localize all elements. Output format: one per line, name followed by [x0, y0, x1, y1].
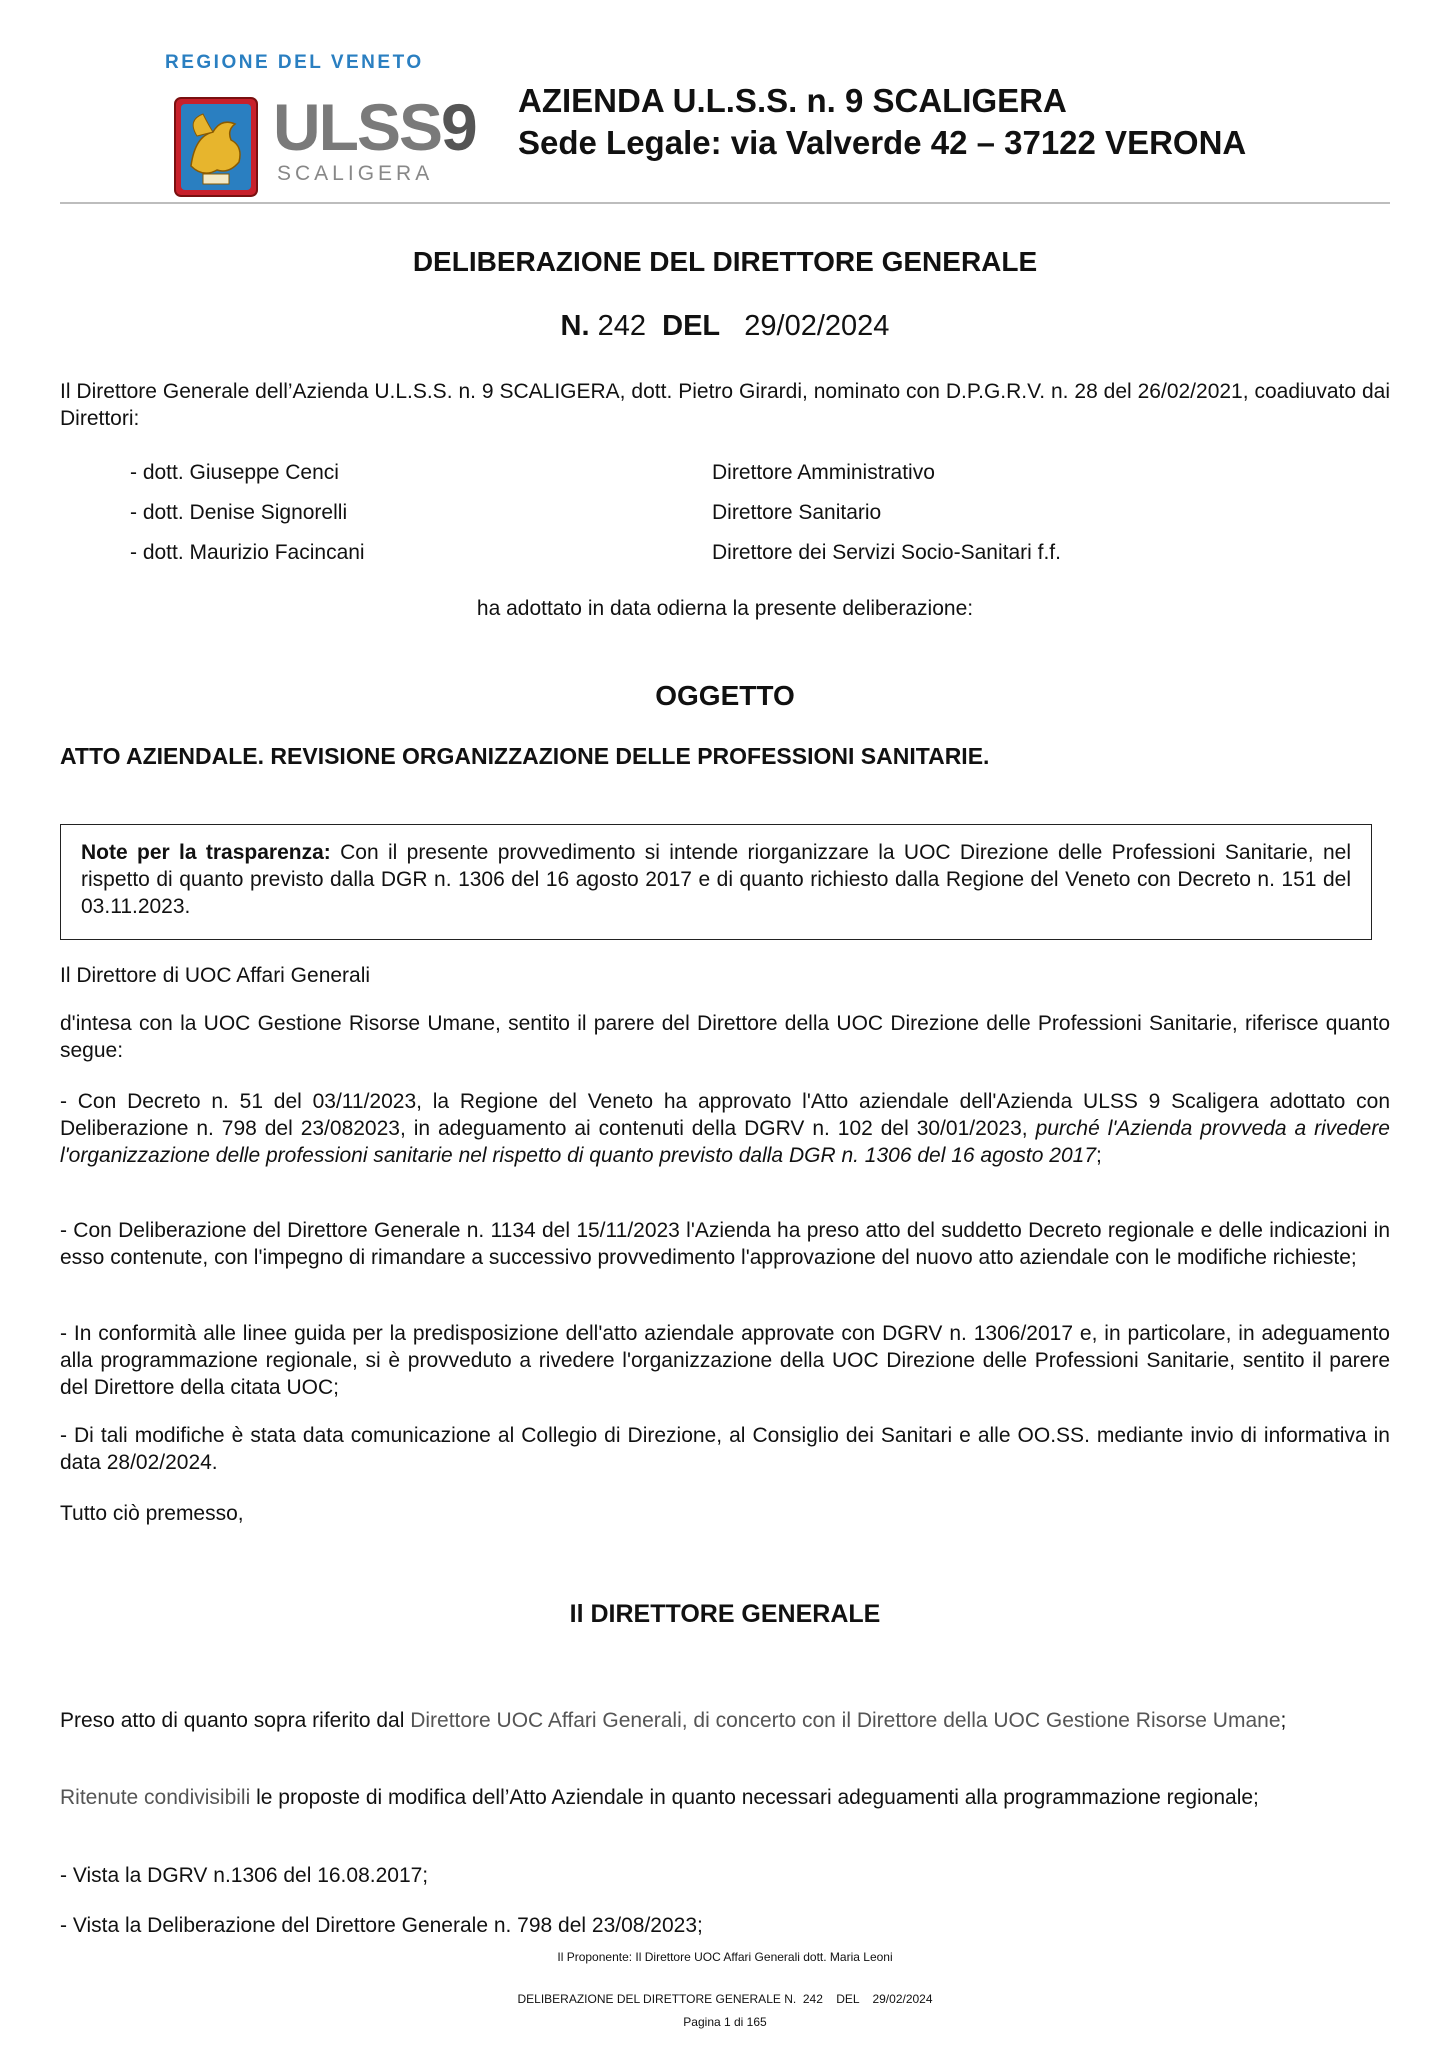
header-divider — [60, 202, 1390, 204]
note-label: Note per la trasparenza: — [81, 841, 331, 864]
director-name-1: - dott. Giuseppe Cenci — [130, 461, 339, 484]
dg-p3: - Vista la DGRV n.1306 del 16.08.2017; — [60, 1864, 429, 1887]
lion-of-st-mark-icon — [173, 96, 259, 200]
body-p3-a: - Con Decreto n. 51 del 03/11/2023, la Regione del Veneto ha approvato l'Atto aziendale dell'Azienda ULSS 9 Scaligera adottato con Deliberazione n. 798 del 23/082023, in adeguamento ai contenuti della DGRV n. 102 del 30/01/2023, — [60, 1090, 1390, 1140]
del-label: DEL — [662, 310, 721, 342]
director-general-heading: Il DIRETTORE GENERALE — [569, 1600, 881, 1628]
body-p1: Il Direttore di UOC Affari Generali — [60, 964, 371, 987]
dg-p1 — [60, 1707, 1390, 1734]
body-p2: d'intesa con la UOC Gestione Risorse Umane, sentito il parere del Direttore della UOC Direzione delle Professioni Sanitarie, riferisce quanto segue: — [60, 1012, 1390, 1062]
dg-p2 — [60, 1784, 1390, 1811]
director-role-3: Direttore dei Servizi Socio-Sanitari f.f. — [712, 541, 1061, 564]
dg-p1-b: ; — [1280, 1709, 1287, 1732]
dg-p1-gray: Direttore UOC Affari Generali, di concerto con il Direttore della UOC Gestione Risorse Umane — [410, 1709, 1281, 1732]
document-number-line — [60, 310, 1390, 343]
dg-p4: - Vista la Deliberazione del Direttore Generale n. 798 del 23/08/2023; — [60, 1914, 703, 1937]
document-number: 242 — [597, 310, 646, 342]
transparency-note-box — [60, 824, 1372, 940]
document-date: 29/02/2024 — [744, 310, 890, 342]
body-p3-italic: purché l'Azienda provveda a rivedere l'organizzazione delle professioni sanitarie nel rispetto di quanto previsto dalla DGR n. 1306 del 16 agosto 2017 — [60, 1117, 1390, 1167]
body-p5: - In conformità alle linee guida per la predisposizione dell'atto aziendale approvate con DGRV n. 1306/2017 e, in particolare, in adeguamento alla programmazione regionale, si è provveduto a rivedere l'organizzazione della UOC Direzione delle Professioni Sanitarie, sentito il parere del Direttore della citata UOC; — [60, 1322, 1390, 1399]
dg-p2-gray: Ritenute condivisibili — [60, 1786, 251, 1809]
footer-proponente: Il Proponente: Il Direttore UOC Affari Generali dott. Maria Leoni — [557, 1950, 893, 1964]
body-p3-b: ; — [1096, 1144, 1102, 1167]
dg-p1-a: Preso atto di quanto sopra riferito dal — [60, 1709, 411, 1732]
number-label: N. — [560, 310, 590, 342]
header-line-1: AZIENDA U.L.S.S. n. 9 SCALIGERA — [518, 82, 1067, 119]
logo-region-text: REGIONE DEL VENETO — [165, 52, 424, 73]
body-p4: - Con Deliberazione del Direttore Generale n. 1134 del 15/11/2023 l'Azienda ha preso atto del suddetto Decreto regionale e delle indicazioni in esso contenute, con l'impegno di rimandare a successivo provvedimento l'approvazione del nuovo atto aziendale con le modifiche richieste; — [60, 1219, 1390, 1269]
director-name-3: - dott. Maurizio Facincani — [130, 541, 365, 564]
intro-text: Il Direttore Generale dell’Azienda U.L.S.S. n. 9 SCALIGERA, dott. Pietro Girardi, nominato con D.P.G.R.V. n. 28 del 26/02/2021, coadiuvato dai Direttori: — [60, 380, 1390, 430]
director-name-2: - dott. Denise Signorelli — [130, 501, 348, 524]
body-p3 — [60, 1088, 1390, 1169]
footer-deliberation: DELIBERAZIONE DEL DIRETTORE GENERALE N. 242 DEL 29/02/2024 — [517, 1992, 933, 2006]
director-role-1: Direttore Amministrativo — [712, 461, 935, 484]
logo-ulss-text — [273, 90, 476, 164]
subject-text: ATTO AZIENDALE. REVISIONE ORGANIZZAZIONE DELLE PROFESSIONI SANITARIE. — [60, 743, 990, 769]
adopted-text: ha adottato in data odierna la presente deliberazione: — [476, 597, 974, 620]
body-p7: Tutto ciò premesso, — [60, 1502, 244, 1525]
logo-ulss: ULSS — [273, 90, 442, 164]
director-role-2: Direttore Sanitario — [712, 501, 882, 524]
body-p6: - Di tali modifiche è stata data comunicazione al Collegio di Direzione, al Consiglio dei Sanitari e alle OO.SS. mediante invio di informativa in data 28/02/2024. — [60, 1424, 1390, 1474]
logo-scaligera-text: SCALIGERA — [277, 162, 434, 185]
header-line-2: Sede Legale: via Valverde 42 – 37122 VERONA — [518, 124, 1247, 161]
header-title — [518, 80, 1246, 164]
dg-p2-b: le proposte di modifica dell’Atto Aziendale in quanto necessari adeguamenti alla programmazione regionale; — [250, 1786, 1259, 1809]
document-title: DELIBERAZIONE DEL DIRETTORE GENERALE — [412, 246, 1038, 277]
ulss9-logo — [165, 52, 476, 202]
logo-number: 9 — [441, 90, 476, 164]
footer-page-number: Pagina 1 di 165 — [683, 2015, 767, 2029]
oggetto-heading: OGGETTO — [655, 680, 795, 711]
note-text: Con il presente provvedimento si intende riorganizzare la UOC Direzione delle Professioni Sanitarie, nel rispetto di quanto previsto dalla DGR n. 1306 del 16 agosto 2017 e di quanto richiesto dalla Regione del Veneto con Decreto n. 151 del 03.11.2023. — [81, 841, 1351, 918]
